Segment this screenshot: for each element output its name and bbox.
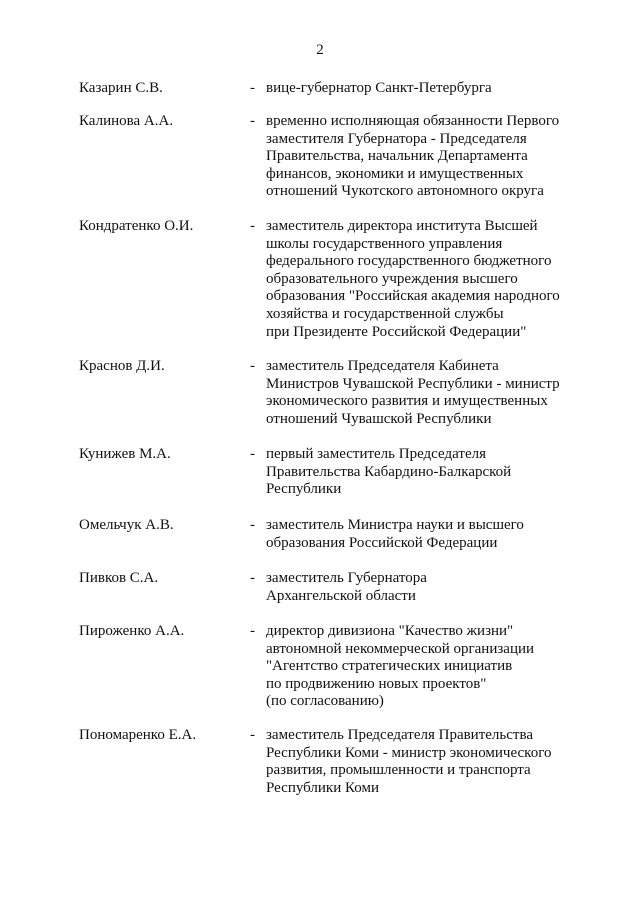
separator-dash: - xyxy=(250,358,255,374)
person-name: Казарин С.В. xyxy=(79,80,163,96)
person-name: Омельчук А.В. xyxy=(79,517,174,533)
person-position: заместитель Председателя Кабинета Министров Чувашской Республики - министр экономического развития и имущественных отношений Чувашской Республики xyxy=(266,358,560,427)
list-item xyxy=(0,80,640,113)
member-list xyxy=(0,80,640,815)
person-name: Калинова А.А. xyxy=(79,113,174,129)
person-position: директор дивизиона "Качество жизни" автономной некоммерческой организации "Агентство стратегических инициатив по продвижению новых проектов" (по согласованию) xyxy=(266,623,535,710)
person-name: Пивков С.А. xyxy=(79,570,159,586)
list-item xyxy=(0,727,640,815)
separator-dash: - xyxy=(250,80,255,96)
list-item xyxy=(0,570,640,623)
separator-dash: - xyxy=(250,623,255,639)
person-name: Кондратенко О.И. xyxy=(79,218,194,234)
person-position: заместитель Председателя Правительства Республики Коми - министр экономического развития, промышленности и транспорта Республики Коми xyxy=(266,727,552,796)
separator-dash: - xyxy=(250,727,255,743)
page-number: 2 xyxy=(316,42,324,58)
list-item xyxy=(0,218,640,358)
separator-dash: - xyxy=(250,113,255,129)
person-name: Краснов Д.И. xyxy=(79,358,165,374)
person-name: Пономаренко Е.А. xyxy=(79,727,197,743)
list-item xyxy=(0,358,640,446)
person-position: заместитель Губернатора Архангельской области xyxy=(266,570,427,604)
list-item xyxy=(0,517,640,570)
person-position: временно исполняющая обязанности Первого заместителя Губернатора - Председателя Правительства, начальник Департамента финансов, экономики и имущественных отношений Чукотского автономного округа xyxy=(266,113,560,200)
list-item xyxy=(0,446,640,517)
separator-dash: - xyxy=(250,446,255,462)
separator-dash: - xyxy=(250,218,255,234)
separator-dash: - xyxy=(250,570,255,586)
separator-dash: - xyxy=(250,517,255,533)
person-position: заместитель Министра науки и высшего образования Российской Федерации xyxy=(266,517,524,551)
person-position: заместитель директора института Высшей школы государственного управления федерального государственного бюджетного образовательного учреждения высшего образования "Российская академия народного хозяйства и государственной службы при Президенте Российской Федерации" xyxy=(266,218,560,340)
list-item xyxy=(0,623,640,727)
person-name: Кунижев М.А. xyxy=(79,446,171,462)
list-item xyxy=(0,113,640,218)
person-position: вице-губернатор Санкт-Петербурга xyxy=(266,80,492,96)
person-position: первый заместитель Председателя Правительства Кабардино-Балкарской Республики xyxy=(266,446,512,498)
person-name: Пироженко А.А. xyxy=(79,623,185,639)
